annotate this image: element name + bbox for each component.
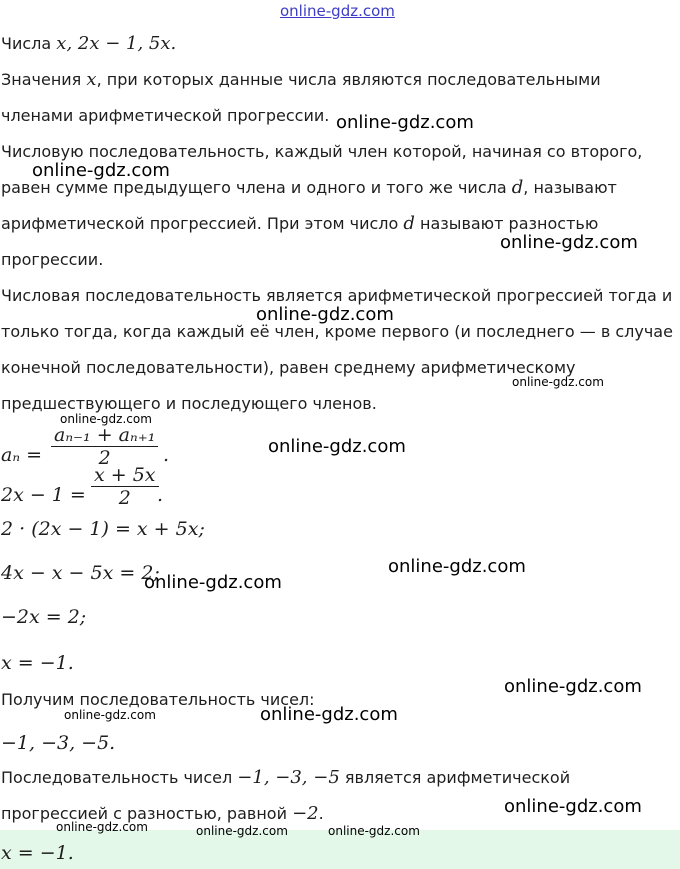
- equation-1-lhs: 2x − 1 =: [1, 484, 86, 506]
- result-difference: −2: [292, 803, 319, 824]
- watermark: online-gdz.com: [500, 232, 638, 253]
- result-text-c: прогрессией с разностью, равной: [1, 804, 287, 823]
- equation-1-numerator: x + 5x: [91, 464, 159, 487]
- property-line-2: только тогда, когда каждый её член, кроме первого (и последнего — в случае: [1, 322, 673, 341]
- find-text-a: Значения: [1, 70, 82, 89]
- result-line-2: [1, 768, 570, 788]
- find-line-2: членами арифметической прогрессии.: [1, 106, 330, 125]
- result-sequence: −1, −3, −5.: [1, 732, 116, 754]
- watermark: online-gdz.com: [388, 556, 526, 577]
- result-sequence-inline: −1, −3, −5: [237, 767, 340, 788]
- header-watermark-link[interactable]: online-gdz.com: [280, 2, 395, 20]
- equation-4: −2x = 2;: [1, 606, 87, 628]
- result-text-a: Последовательность чисел: [1, 768, 233, 787]
- formula-numerator: aₙ₋₁ + aₙ₊₁: [51, 424, 158, 447]
- result-line-3: [1, 804, 324, 824]
- watermark: online-gdz.com: [268, 436, 406, 457]
- property-line-4: предшествующего и последующего членов.: [1, 394, 377, 413]
- watermark: online-gdz.com: [64, 708, 156, 722]
- given-line: [1, 34, 176, 54]
- definition-variable-d: d: [511, 177, 524, 198]
- property-line-1: Числовая последовательность является арифметической прогрессией тогда и: [1, 286, 673, 305]
- definition-line-1: Числовую последовательность, каждый член которой, начиная со второго,: [1, 142, 643, 161]
- equation-3: 4x − x − 5x = 2;: [1, 562, 160, 584]
- given-label: Числа: [1, 34, 52, 53]
- equation-5: x = −1.: [1, 652, 74, 674]
- watermark: online-gdz.com: [196, 824, 288, 838]
- find-line-1: [1, 70, 601, 90]
- definition-text-a: равен сумме предыдущего члена и одного и того же числа: [1, 178, 507, 197]
- formula-tail: .: [163, 444, 170, 466]
- watermark: online-gdz.com: [328, 824, 420, 838]
- result-text-d: .: [318, 804, 324, 823]
- answer-value: x = −1.: [1, 842, 74, 864]
- definition-text-b: , называют: [523, 178, 617, 197]
- equation-1-fraction: [91, 464, 159, 509]
- equation-2: 2 · (2x − 1) = x + 5x;: [1, 518, 205, 540]
- equation-1-denominator: 2: [118, 487, 131, 509]
- watermark: online-gdz.com: [504, 676, 642, 697]
- find-text-b: , при которых данные числа являются последовательными: [96, 70, 601, 89]
- definition-text-c: арифметической прогрессией. При этом число: [1, 214, 399, 233]
- result-line-1: Получим последовательность чисел:: [1, 690, 315, 709]
- definition-line-4: прогрессии.: [1, 250, 104, 269]
- formula-lhs: aₙ =: [1, 444, 42, 466]
- definition-line-3: [1, 214, 598, 234]
- watermark: online-gdz.com: [144, 572, 282, 593]
- watermark: online-gdz.com: [512, 375, 604, 389]
- definition-line-2: [1, 178, 617, 198]
- property-line-3: конечной последовательности), равен среднему арифметическому: [1, 358, 576, 377]
- find-variable-x: x: [86, 69, 97, 90]
- watermark: online-gdz.com: [60, 412, 152, 426]
- watermark: online-gdz.com: [260, 704, 398, 725]
- watermark: online-gdz.com: [256, 304, 394, 325]
- definition-variable-d-2: d: [403, 213, 415, 234]
- definition-text-d: называют разностью: [420, 214, 599, 233]
- given-expression: x, 2x − 1, 5x.: [56, 33, 177, 54]
- watermark: online-gdz.com: [56, 820, 148, 834]
- result-text-b: является арифметической: [344, 768, 571, 787]
- watermark: online-gdz.com: [336, 112, 474, 133]
- formula-denominator: 2: [98, 447, 111, 469]
- watermark: online-gdz.com: [504, 796, 642, 817]
- formula-fraction: [51, 424, 158, 469]
- equation-1-tail: .: [157, 484, 164, 506]
- watermark: online-gdz.com: [32, 160, 170, 181]
